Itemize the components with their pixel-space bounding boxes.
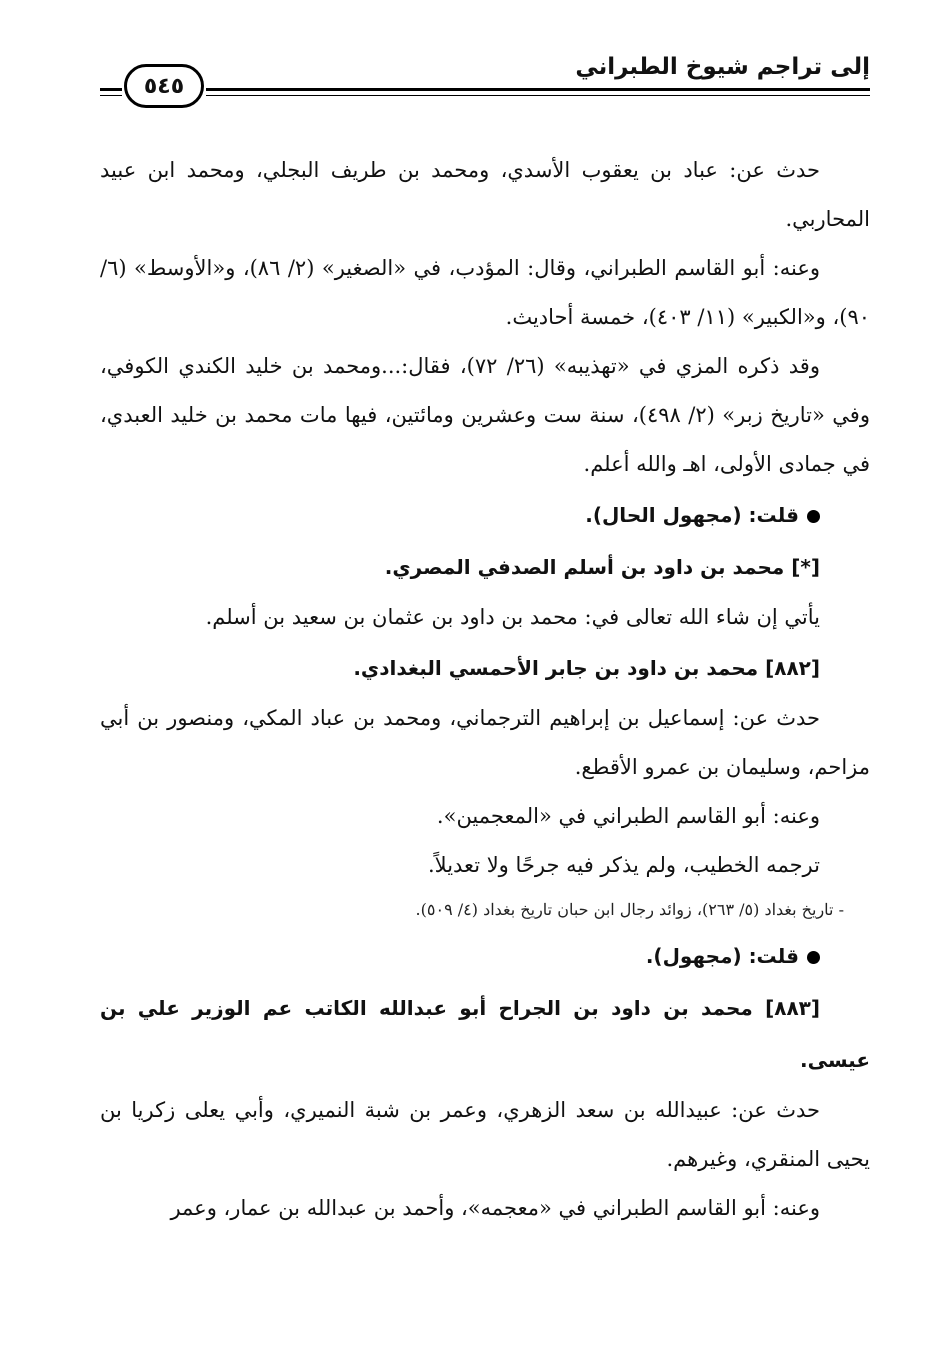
paragraph-narrated-from: حدث عن: عبيدالله بن سعد الزهري، وعمر بن شبة النميري، وأبي يعلى زكريا بن يحيى المنقري، وغيرهم. [100,1098,870,1171]
sources-line: - تاريخ بغداد (٥/ ٢٦٣)، زوائد رجال ابن حبان تاريخ بغداد (٤/ ٥٠٩). [415,900,844,919]
paragraph-mizzi-note: وقد ذكره المزي في «تهذيبه» (٢٦/ ٧٢)، فقال:...ومحمد بن خليد الكندي الكوفي، وفي «تاريخ زبر» (٢/ ٤٩٨)، سنة ست وعشرين ومائتين، فيها مات محمد بن خليد العبدي، في جمادى الأولى، اهـ والله أعلم. [100,354,870,476]
header-rule-left-thin [100,95,122,96]
paragraph-narrated-from: حدث عن: إسماعيل بن إبراهيم الترجماني، ومحمد بن عباد المكي، ومنصور بن أبي مزاحم، وسليمان بن عمرو الأقطع. [100,706,870,779]
bullet-icon [807,510,820,523]
paragraph-narrated-from: حدث عن: عباد بن يعقوب الأسدي، ومحمد بن طريف البجلي، ومحمد ابن عبيد المحاربي. [100,158,870,231]
entry-heading: [*] محمد بن داود بن أسلم الصدفي المصري. [384,555,820,579]
paragraph-khatib-note: ترجمه الخطيب، ولم يذكر فيه جرحًا ولا تعديلاً. [427,853,820,877]
verdict-text: قلت: (مجهول). [645,944,799,968]
header-rule-thick [206,88,870,91]
paragraph-narrated-by: وعنه: أبو القاسم الطبراني، وقال: المؤدب، في «الصغير» (٢/ ٨٦)، و«الأوسط» (٦/ ٩٠)، و«الكبير» (١١/ ٤٠٣)، خمسة أحاديث. [100,256,870,329]
header-rule-thin [206,95,870,96]
page-number-badge: ٥٤٥ [124,64,204,108]
header-rule-left-thick [100,88,122,91]
page-body [100,146,870,1233]
running-title: إلى تراجم شيوخ الطبراني [575,54,870,80]
paragraph-narrated-by: وعنه: أبو القاسم الطبراني في «المعجمين». [436,804,820,828]
verdict-line [100,489,870,541]
bullet-icon [807,951,820,964]
verdict-text: قلت: (مجهول الحال). [585,503,799,527]
paragraph-cross-reference: يأتي إن شاء الله تعالى في: محمد بن داود بن عثمان بن سعيد بن أسلم. [205,605,820,629]
verdict-line [100,930,870,982]
paragraph-narrated-by: وعنه: أبو القاسم الطبراني في «معجمه»، وأحمد بن عبدالله بن عمار، وعمر [170,1196,820,1220]
entry-heading-883: [٨٨٣] محمد بن داود بن الجراح أبو عبدالله الكاتب عم الوزير علي بن عيسى. [100,996,870,1072]
entry-heading-882: [٨٨٢] محمد بن داود بن جابر الأحمسي البغدادي. [353,656,820,680]
page-header [100,50,870,112]
